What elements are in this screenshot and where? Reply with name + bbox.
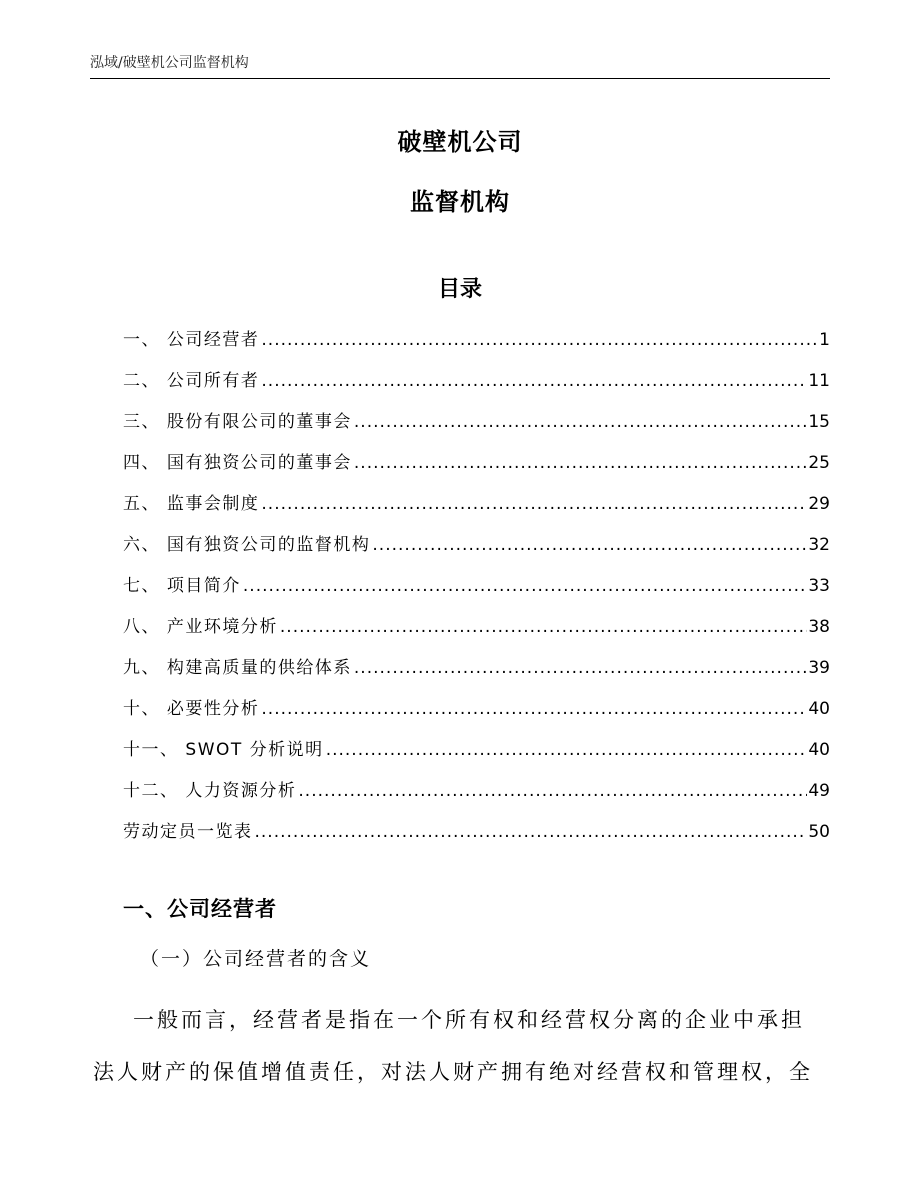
running-header: 泓域/破壁机公司监督机构 — [90, 55, 249, 71]
toc-entry-page: 50 — [808, 822, 830, 842]
toc-dot-leader — [243, 566, 807, 607]
toc-entry-page: 49 — [808, 781, 830, 801]
toc-entry-page: 40 — [808, 740, 830, 760]
toc-entry-10[interactable] — [123, 689, 830, 730]
toc-dot-leader — [280, 607, 807, 648]
toc-entry-page: 25 — [808, 453, 830, 473]
toc-entry-label: 九、 构建高质量的供给体系 — [123, 658, 352, 678]
toc-entry-page: 33 — [808, 576, 830, 596]
document-title-line1: 破壁机公司 — [397, 128, 523, 156]
table-of-contents — [123, 320, 830, 853]
toc-dot-leader — [354, 648, 807, 689]
toc-dot-leader — [298, 771, 807, 812]
toc-dot-leader — [326, 730, 808, 771]
section-heading: 一、公司经营者 — [123, 897, 277, 921]
toc-entry-6[interactable] — [123, 525, 830, 566]
toc-dot-leader — [354, 402, 807, 443]
toc-entry-page: 15 — [808, 412, 830, 432]
toc-entry-label: 七、 项目简介 — [123, 576, 241, 596]
toc-entry-11[interactable] — [123, 730, 830, 771]
toc-entry-label: 六、 国有独资公司的监督机构 — [123, 535, 371, 555]
body-line: 一般而言，经营者是指在一个所有权和经营权分离的企业中承担 — [133, 1008, 805, 1032]
toc-entry-page: 29 — [808, 494, 830, 514]
body-line: 法人财产的保值增值责任，对法人财产拥有绝对经营权和管理权，全 — [93, 1060, 813, 1084]
toc-dot-leader — [255, 812, 808, 853]
toc-entry-9[interactable] — [123, 648, 830, 689]
toc-entry-page: 38 — [808, 617, 830, 637]
toc-entry-2[interactable] — [123, 361, 830, 402]
toc-entry-page: 40 — [808, 699, 830, 719]
body-paragraph — [93, 994, 833, 1098]
toc-entry-13[interactable] — [123, 812, 830, 853]
toc-entry-8[interactable] — [123, 607, 830, 648]
toc-entry-7[interactable] — [123, 566, 830, 607]
header-rule — [90, 78, 830, 79]
toc-entry-label: 二、 公司所有者 — [123, 371, 260, 391]
toc-entry-label: 劳动定员一览表 — [123, 822, 253, 842]
toc-dot-leader — [261, 320, 818, 361]
toc-entry-5[interactable] — [123, 484, 830, 525]
toc-entry-label: 三、 股份有限公司的董事会 — [123, 412, 352, 432]
toc-entry-label: 一、 公司经营者 — [123, 330, 260, 350]
toc-entry-label: 四、 国有独资公司的董事会 — [123, 453, 352, 473]
toc-dot-leader — [261, 484, 807, 525]
subsection-heading: （一）公司经营者的含义 — [140, 948, 372, 970]
toc-heading: 目录 — [437, 277, 482, 302]
toc-entry-page: 11 — [808, 371, 830, 391]
toc-entry-12[interactable] — [123, 771, 830, 812]
toc-entry-4[interactable] — [123, 443, 830, 484]
toc-entry-label: 八、 产业环境分析 — [123, 617, 278, 637]
toc-entry-1[interactable] — [123, 320, 830, 361]
toc-entry-page: 32 — [808, 535, 830, 555]
toc-dot-leader — [354, 443, 807, 484]
toc-entry-label: 十二、 人力资源分析 — [123, 781, 297, 801]
toc-entry-page: 39 — [808, 658, 830, 678]
toc-entry-label: 五、 监事会制度 — [123, 494, 260, 514]
toc-entry-label: 十、 必要性分析 — [123, 699, 260, 719]
toc-dot-leader — [372, 525, 807, 566]
toc-dot-leader — [261, 689, 807, 730]
toc-dot-leader — [261, 361, 807, 402]
toc-entry-page: 1 — [819, 330, 830, 350]
document-title-line2: 监督机构 — [410, 188, 510, 216]
toc-entry-3[interactable] — [123, 402, 830, 443]
toc-entry-label: 十一、 SWOT 分析说明 — [123, 740, 324, 760]
